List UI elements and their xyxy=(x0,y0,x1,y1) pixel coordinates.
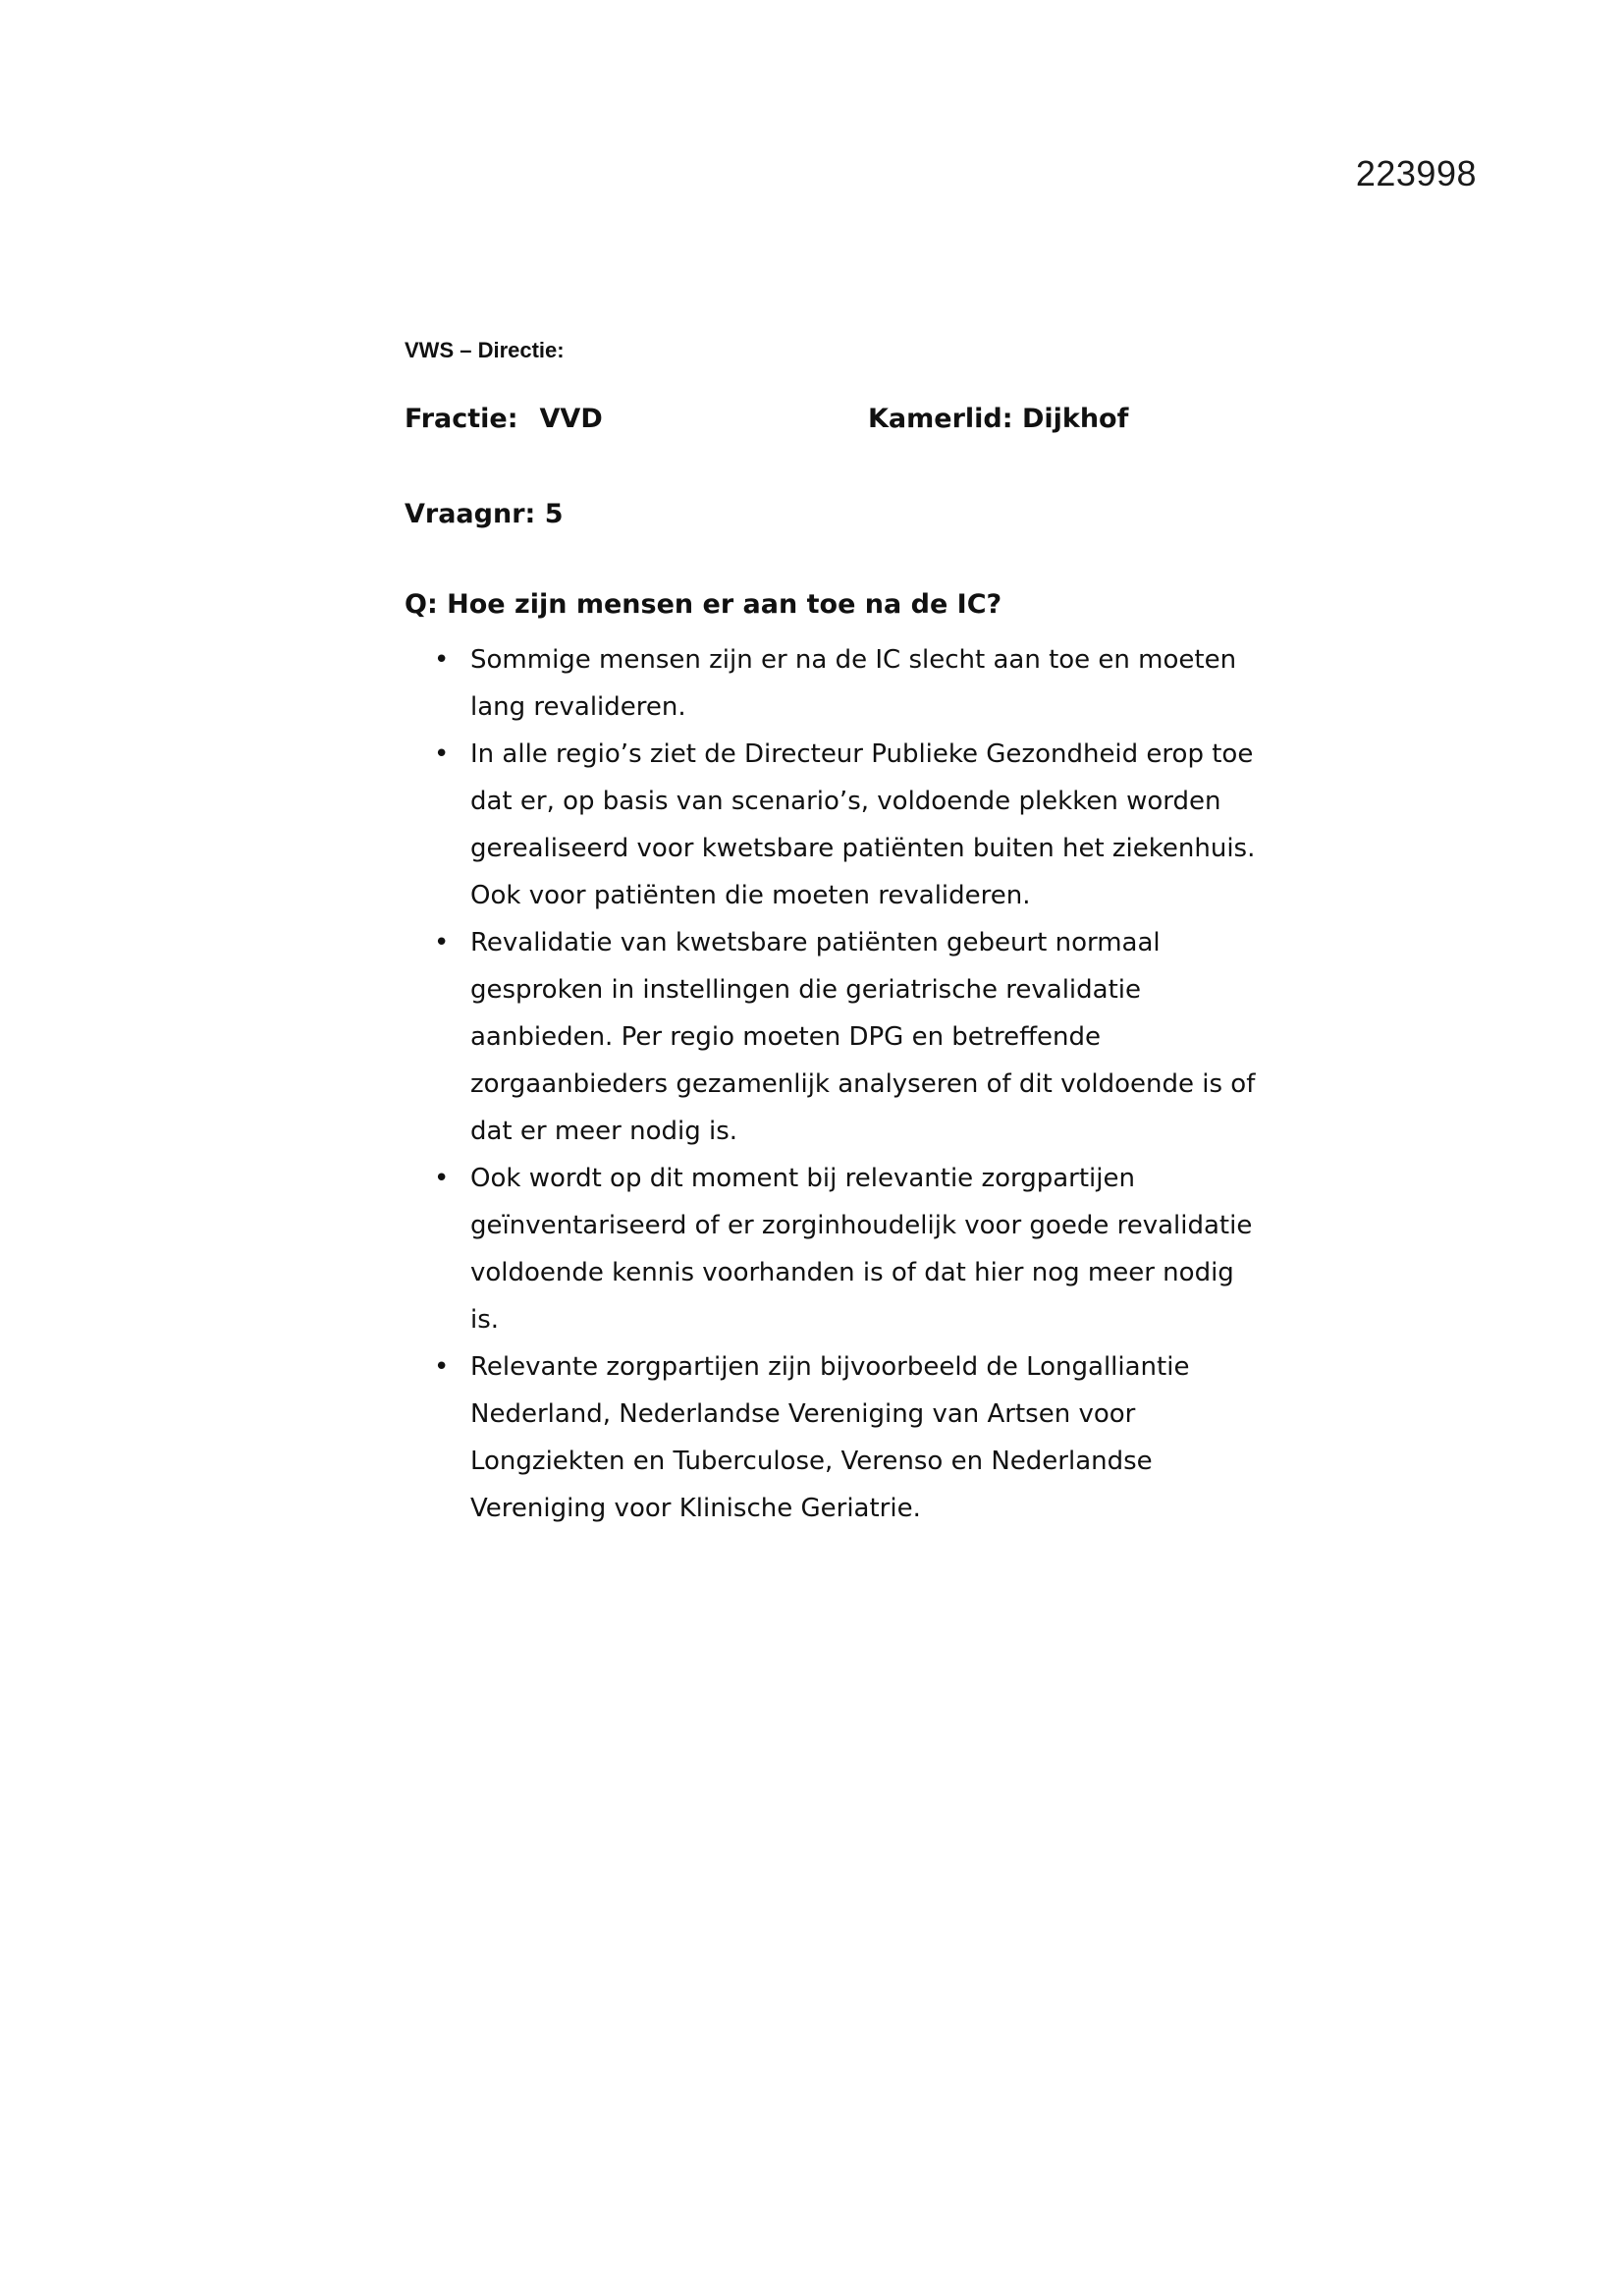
answer-text: Revalidatie van kwetsbare patiënten gebeurt normaal gesproken in instellingen die geriatrische revalidatie aanbieden. Per regio moeten DPG en betreffende zorgaanbieders gezamenlijk analyseren of dit voldoende is of dat er meer nodig is. xyxy=(470,928,1256,1146)
vraagnr-field xyxy=(405,499,564,529)
directie-label: VWS – Directie: xyxy=(405,338,565,362)
answer-text: In alle regio’s ziet de Directeur Publieke Gezondheid erop toe dat er, op basis van scenario’s, voldoende plekken worden gerealiseerd voor kwetsbare patiënten buiten het ziekenhuis. Ook voor patiënten die moeten revalideren. xyxy=(470,739,1256,910)
answer-item xyxy=(405,919,1269,1155)
vraagnr-label: Vraagnr: xyxy=(405,499,536,529)
bullet-icon: • xyxy=(434,645,450,675)
bullet-icon: • xyxy=(434,1352,450,1382)
kamerlid-label: Kamerlid: xyxy=(868,404,1013,434)
answer-text: Relevante zorgpartijen zijn bijvoorbeeld de Longalliantie Nederland, Nederlandse Vereniging van Artsen voor Longziekten en Tuberculose, Verenso en Nederlandse Vereniging voor Klinische Geriatrie. xyxy=(470,1352,1190,1523)
bullet-icon: • xyxy=(434,1164,450,1193)
bullet-icon: • xyxy=(434,928,450,957)
meta-row xyxy=(405,404,1288,443)
kamerlid-value: Dijkhof xyxy=(1021,404,1129,434)
fractie-field xyxy=(405,404,603,434)
answer-item xyxy=(405,1343,1269,1532)
answer-item xyxy=(405,636,1269,731)
question-heading: Q: Hoe zijn mensen er aan toe na de IC? xyxy=(405,589,1002,620)
fractie-label: Fractie: xyxy=(405,404,518,434)
answer-list xyxy=(405,636,1269,1532)
document-number: 223998 xyxy=(1355,153,1477,193)
answer-item xyxy=(405,1155,1269,1343)
answer-text: Ook wordt op dit moment bij relevantie zorgpartijen geïnventariseerd of er zorginhoudelijk voor goede revalidatie voldoende kennis voorhanden is of dat hier nog meer nodig is. xyxy=(470,1164,1253,1335)
bullet-icon: • xyxy=(434,739,450,769)
fractie-value: VVD xyxy=(539,404,603,434)
answer-item xyxy=(405,731,1269,919)
vraagnr-value: 5 xyxy=(544,499,564,529)
answer-text: Sommige mensen zijn er na de IC slecht aan toe en moeten lang revalideren. xyxy=(470,645,1237,722)
kamerlid-field xyxy=(868,404,1128,434)
